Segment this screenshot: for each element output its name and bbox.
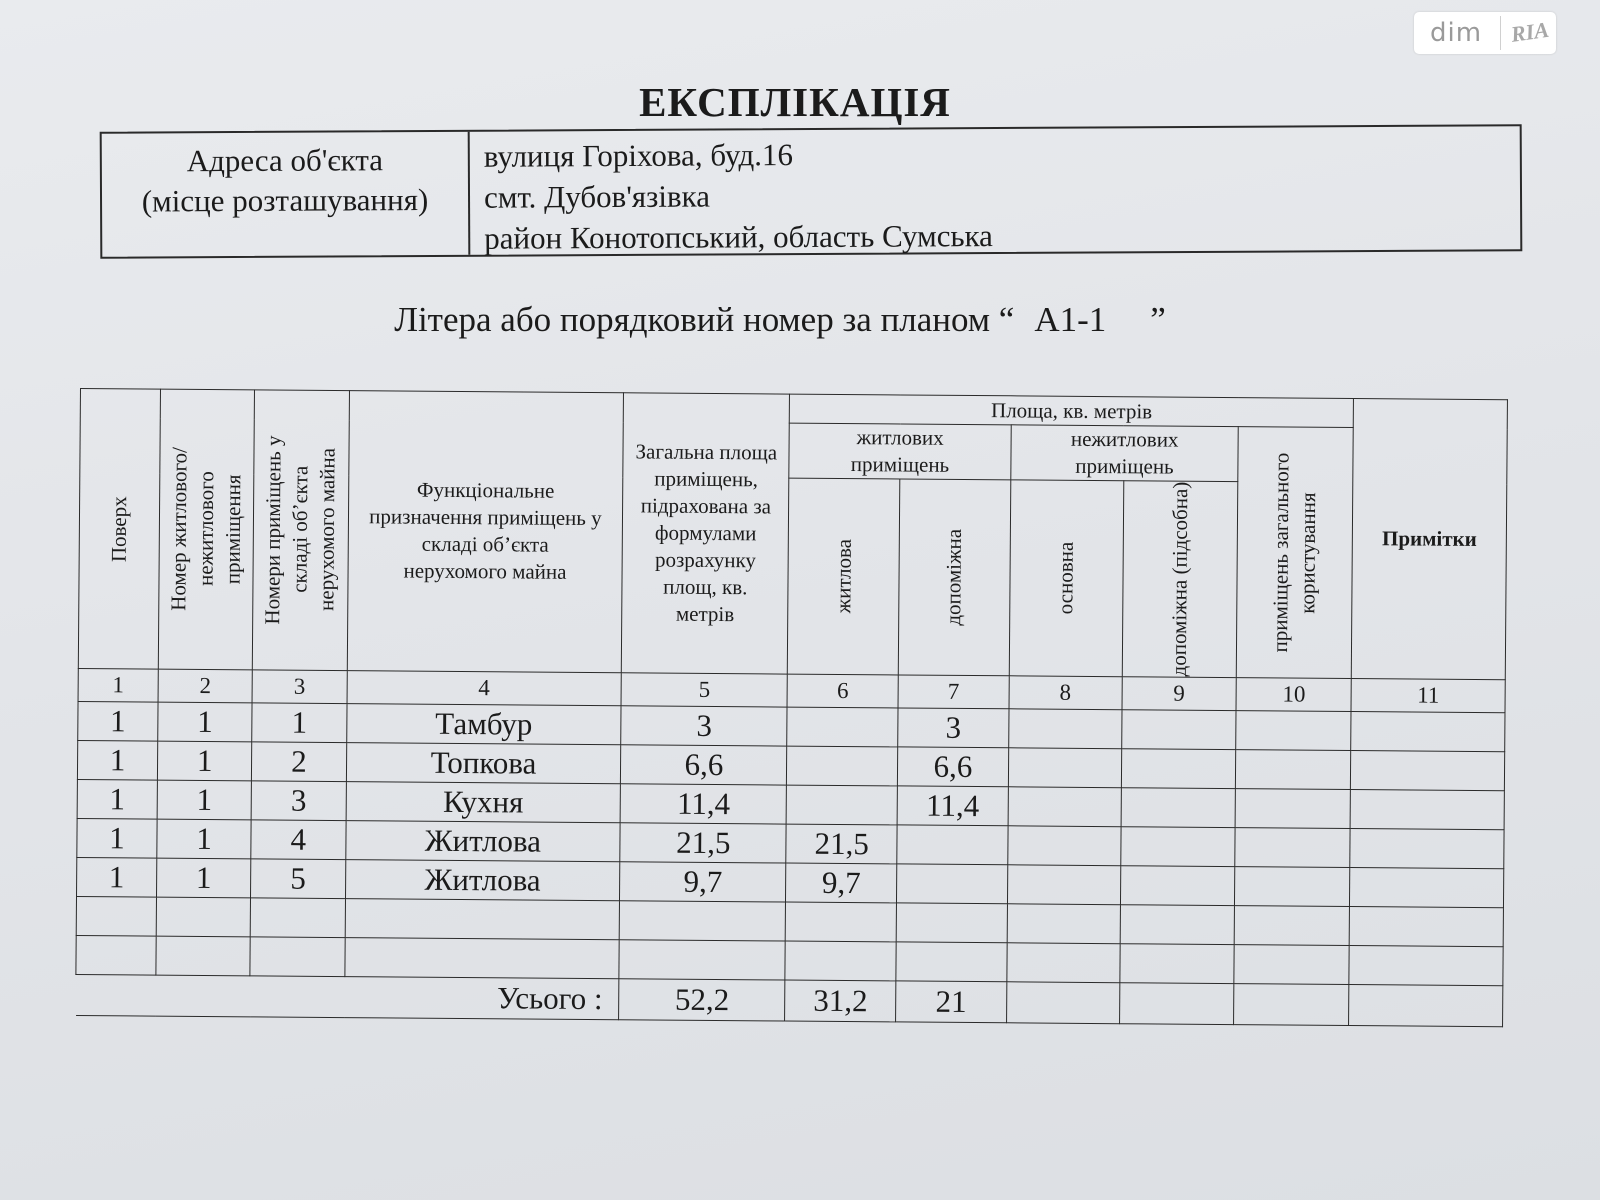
cell-total: 21,5 — [620, 823, 786, 863]
cell-empty — [1234, 983, 1349, 1025]
cell-empty — [1120, 865, 1235, 905]
cell-empty — [896, 903, 1007, 943]
cell-purpose: Кухня — [346, 781, 621, 822]
cell-dwelling: 1 — [157, 819, 252, 859]
cell-empty — [1351, 750, 1505, 790]
plan-letter-code: А1-1 — [1034, 300, 1107, 339]
address-box — [100, 124, 1523, 258]
cell-empty — [1349, 984, 1503, 1026]
cell-empty — [1235, 788, 1350, 828]
cell-room: 4 — [251, 820, 346, 860]
cell-empty — [1235, 827, 1350, 867]
cell-empty — [1235, 905, 1350, 945]
header-total-area: Загальна площа приміщень, підрахована за формулами розрахунку площ, кв. метрів — [622, 393, 790, 674]
address-region: район Конотопський, область Сумська — [484, 218, 993, 256]
column-number: 9 — [1122, 676, 1237, 710]
cell-auxiliary: 6,6 — [897, 747, 1008, 787]
column-number: 8 — [1009, 676, 1122, 710]
cell-auxiliary: 11,4 — [897, 786, 1008, 826]
cell-floor: 1 — [77, 857, 157, 897]
cell-room: 2 — [252, 742, 347, 782]
cell-empty — [786, 902, 897, 942]
address-street: вулиця Горіхова, буд.16 — [483, 137, 794, 174]
header-aux-utility: допоміжна (підсобна) — [1122, 481, 1238, 678]
plan-letter-close-quote: ” — [1150, 300, 1166, 339]
cell-purpose: Тамбур — [346, 703, 621, 744]
cell-total: 3 — [621, 706, 787, 746]
cell-dwelling: 1 — [157, 780, 252, 820]
cell-total: 6,6 — [621, 745, 787, 785]
cell-floor: 1 — [77, 779, 157, 819]
cell-floor: 1 — [77, 818, 157, 858]
watermark-ria-logo: RIA — [1509, 16, 1551, 47]
cell-purpose: Житлова — [345, 859, 620, 900]
total-living-value: 31,2 — [785, 980, 896, 1022]
header-auxiliary: допоміжна — [898, 479, 1010, 676]
cell-empty — [1008, 709, 1121, 749]
header-floor: Поверх — [78, 389, 160, 669]
column-number: 3 — [252, 670, 347, 704]
header-nonliving-group: нежитлових приміщень — [1011, 425, 1239, 482]
cell-floor: 1 — [78, 701, 158, 741]
cell-living: 21,5 — [786, 824, 897, 864]
cell-dwelling: 1 — [156, 858, 251, 898]
cell-empty — [156, 936, 251, 976]
cell-empty — [1121, 709, 1236, 749]
cell-empty — [1121, 748, 1236, 788]
header-common-use: приміщень загального користування — [1237, 427, 1354, 679]
cell-empty — [1235, 866, 1350, 906]
cell-empty — [1119, 982, 1234, 1024]
total-area-value: 52,2 — [619, 979, 785, 1021]
cell-purpose: Топкова — [346, 742, 621, 783]
column-number: 6 — [787, 674, 898, 708]
cell-empty — [785, 941, 896, 981]
cell-room: 3 — [251, 781, 346, 821]
cell-empty — [1350, 867, 1504, 907]
cell-empty — [619, 901, 785, 941]
column-number: 7 — [898, 675, 1009, 709]
address-settlement: смт. Дубов'язівка — [483, 178, 711, 215]
cell-living — [786, 785, 897, 825]
cell-auxiliary — [897, 825, 1008, 865]
address-value — [470, 126, 1521, 254]
total-label: Усього : — [76, 974, 620, 1019]
header-living: житлова — [788, 478, 900, 675]
column-number: 11 — [1351, 678, 1505, 712]
cell-purpose: Житлова — [345, 820, 620, 861]
cell-empty — [1351, 711, 1505, 751]
cell-empty — [1007, 943, 1120, 983]
cell-empty — [1350, 789, 1504, 829]
cell-empty — [1121, 787, 1236, 827]
cell-empty — [1008, 787, 1121, 827]
cell-empty — [1120, 904, 1235, 944]
cell-empty — [76, 935, 156, 975]
explication-table — [75, 388, 1508, 1027]
cell-empty — [156, 897, 251, 937]
plan-letter-line — [0, 300, 1600, 340]
cell-empty — [1007, 904, 1120, 944]
document-title: ЕКСПЛІКАЦІЯ — [639, 79, 951, 125]
cell-empty — [1236, 710, 1351, 750]
address-label-line1: Адреса об'єкта — [186, 142, 384, 179]
cell-empty — [1234, 944, 1349, 984]
address-label-line2: (місце розташування) — [141, 182, 429, 219]
plan-letter-label: Літера або порядковий номер за планом “ — [394, 300, 1015, 339]
cell-empty — [619, 940, 785, 980]
address-label — [102, 132, 471, 257]
cell-living — [787, 707, 898, 747]
cell-empty — [1119, 943, 1234, 983]
cell-empty — [1008, 826, 1121, 866]
header-dwelling-number: Номер житлового/ нежитлового приміщення — [158, 389, 255, 670]
cell-empty — [250, 937, 345, 977]
cell-living — [787, 746, 898, 786]
dimria-watermark — [1414, 12, 1556, 54]
header-main: основна — [1009, 480, 1123, 677]
column-number: 4 — [347, 670, 622, 705]
cell-empty — [76, 896, 156, 936]
header-room-numbers: Номери приміщень у складі об’єкта нерухомого майна — [253, 390, 350, 671]
cell-empty — [1236, 749, 1351, 789]
cell-empty — [1007, 865, 1120, 905]
cell-empty — [345, 898, 620, 939]
header-area-group: Площа, кв. метрів — [790, 394, 1354, 427]
cell-total: 11,4 — [620, 784, 786, 824]
cell-empty — [1120, 826, 1235, 866]
header-living-group: житлових приміщень — [789, 423, 1011, 480]
cell-empty — [250, 898, 345, 938]
column-number: 5 — [621, 673, 787, 707]
watermark-dim-text: dim — [1430, 18, 1483, 48]
cell-empty — [344, 937, 619, 978]
cell-dwelling: 1 — [157, 741, 252, 781]
cell-room: 1 — [252, 703, 347, 743]
cell-dwelling: 1 — [158, 702, 253, 742]
cell-empty — [896, 942, 1007, 982]
column-number: 10 — [1236, 677, 1351, 711]
cell-auxiliary: 3 — [898, 708, 1009, 748]
cell-total: 9,7 — [620, 862, 786, 902]
cell-empty — [1350, 828, 1504, 868]
cell-empty — [1006, 982, 1119, 1024]
column-number: 1 — [78, 668, 158, 702]
cell-empty — [1008, 748, 1121, 788]
cell-room: 5 — [251, 859, 346, 899]
cell-empty — [1349, 945, 1503, 985]
column-number: 2 — [158, 669, 253, 703]
cell-floor: 1 — [77, 740, 157, 780]
cell-living: 9,7 — [786, 863, 897, 903]
cell-auxiliary — [897, 864, 1008, 904]
header-notes: Примітки — [1351, 399, 1507, 680]
total-auxiliary-value: 21 — [896, 981, 1007, 1023]
header-purpose: Функціональне призначення приміщень у складі об’єкта нерухомого майна — [347, 391, 624, 673]
cell-empty — [1349, 906, 1503, 946]
